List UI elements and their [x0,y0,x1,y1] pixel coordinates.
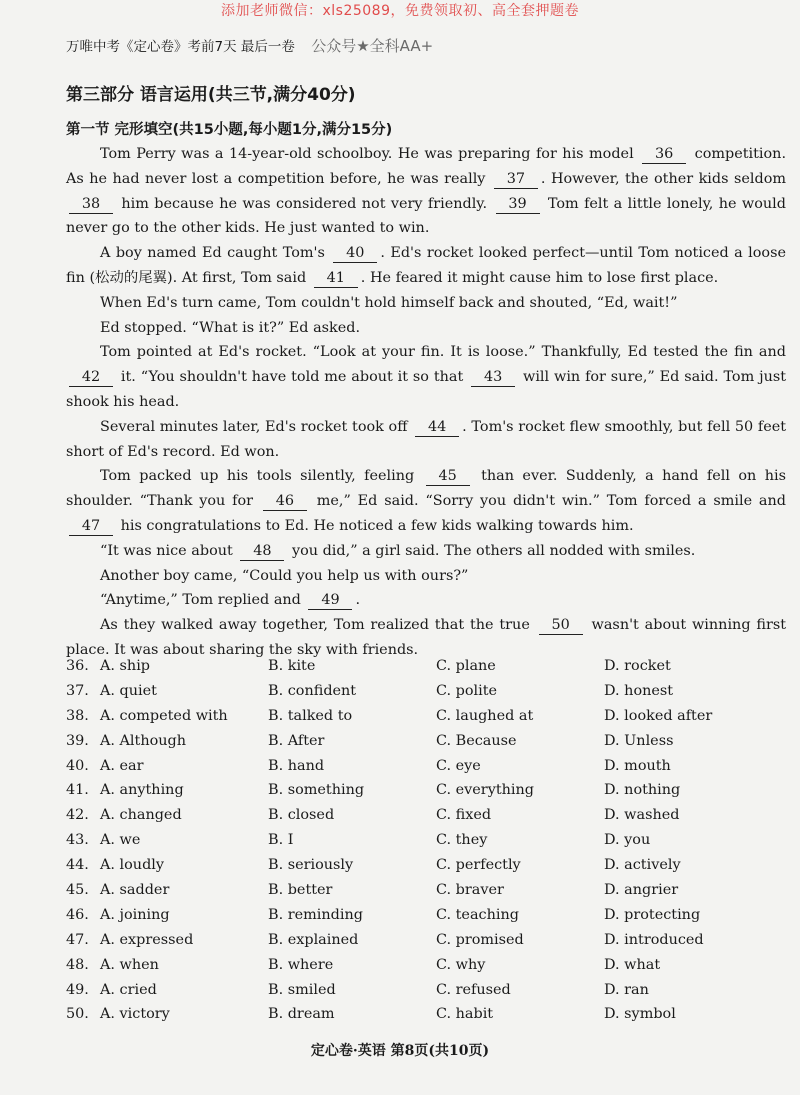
option-b: B. explained [268,931,359,948]
cloze-passage [66,142,786,663]
paragraph-7: Tom packed up his tools silently, feeling 45 than ever. Suddenly, a hand fell on his shoulder. “Thank you for 46 me,” Ed said. “Sorry you didn't win.” Tom forced a smile and 47 his congratulations to Ed. He noticed a few kids walking towards him. [66,468,787,534]
question-number: 40. [66,757,89,774]
option-d: D. nothing [604,782,681,799]
question-number: 46. [66,906,89,923]
option-d: D. honest [604,682,674,699]
option-c: C. Because [436,732,517,749]
question-number: 50. [66,1006,89,1023]
option-d: D. Unless [604,732,674,749]
subsection-title: 第一节 完形填空(共15小题,每小题1分,满分15分) [66,122,393,138]
option-d: D. rocket [604,658,671,674]
blank-37: 37 [494,170,538,189]
blank-50: 50 [539,616,583,635]
option-row [66,907,786,932]
option-row [66,832,786,857]
option-a: A. changed [100,807,182,824]
option-a: A. expressed [100,931,194,948]
question-number: 48. [66,956,89,973]
option-b: B. I [268,832,294,849]
header-title: 万唯中考《定心卷》考前7天 最后一卷 [66,39,295,55]
option-b: B. talked to [268,707,353,724]
paragraph-8: “It was nice about 48 you did,” a girl said. The others all nodded with smiles. [100,542,696,559]
option-row [66,882,786,907]
blank-39: 39 [496,195,540,214]
section-title: 第三部分 语言运用(共三节,满分40分) [66,85,356,105]
option-b: B. After [268,732,325,749]
blank-40: 40 [333,244,377,263]
blank-44: 44 [415,418,459,437]
option-d: D. ran [604,981,649,998]
blank-48: 48 [240,542,284,561]
option-c: C. why [436,956,486,973]
option-row [66,733,786,758]
option-a: A. victory [100,1006,170,1023]
option-a: A. anything [100,782,184,799]
option-c: C. everything [436,782,534,799]
option-a: A. sadder [100,882,170,899]
option-b: B. smiled [268,981,336,998]
option-b: B. reminding [268,906,363,923]
option-d: D. angrier [604,882,679,899]
question-number: 38. [66,707,89,724]
paragraph-10: “Anytime,” Tom replied and 49 . [100,592,361,609]
option-b: B. better [268,882,333,899]
option-c: C. teaching [436,906,519,923]
option-row [66,957,786,982]
question-number: 45. [66,882,89,899]
option-d: D. protecting [604,906,701,923]
blank-43: 43 [471,368,515,387]
option-d: D. introduced [604,931,704,948]
option-b: B. something [268,782,365,799]
question-number: 42. [66,807,89,824]
question-number: 43. [66,832,89,849]
option-c: C. laughed at [436,707,534,724]
option-c: C. refused [436,981,511,998]
blank-41: 41 [314,269,358,288]
option-d: D. what [604,956,661,973]
blank-46: 46 [263,492,307,511]
option-c: C. polite [436,682,498,699]
paragraph-3: When Ed's turn came, Tom couldn't hold himself back and shouted, “Ed, wait!” [100,294,678,311]
option-c: C. plane [436,658,496,674]
option-c: C. they [436,832,488,849]
page-footer: 定心卷·英语 第8页(共10页) [310,1043,490,1059]
option-b: B. confident [268,682,357,699]
option-a: A. ship [100,658,151,674]
option-row [66,708,786,733]
paragraph-2: A boy named Ed caught Tom's 40 . Ed's rocket looked perfect—until Tom noticed a loose fin (松动的尾翼). At first, Tom said 41 . He feared it might cause him to lose first place. [66,245,787,286]
option-d: D. mouth [604,757,671,774]
option-d: D. actively [604,857,681,874]
blank-42: 42 [69,368,113,387]
option-b: B. where [268,956,334,973]
blank-49: 49 [308,591,352,610]
option-c: C. eye [436,757,481,774]
watermark-banner: 添加老师微信：xls25089，免费领取初、高全套押题卷 [220,3,579,19]
option-a: A. loudly [100,857,165,874]
question-number: 49. [66,981,89,998]
option-b: B. kite [268,658,316,674]
page-header [66,35,433,56]
paragraph-9: Another boy came, “Could you help us with ours?” [100,567,469,584]
blank-45: 45 [426,467,470,486]
option-row [66,982,786,1007]
option-a: A. competed with [100,707,228,724]
blank-36: 36 [642,145,686,164]
question-number: 36. [66,658,89,674]
option-d: D. symbol [604,1006,676,1023]
option-row [66,1006,786,1031]
question-number: 39. [66,732,89,749]
option-b: B. seriously [268,857,354,874]
option-row [66,683,786,708]
option-c: C. promised [436,931,524,948]
option-b: B. hand [268,757,325,774]
answer-options [66,658,786,1031]
option-a: A. joining [100,906,170,923]
option-c: C. habit [436,1006,494,1023]
option-b: B. dream [268,1006,335,1023]
option-c: C. perfectly [436,857,521,874]
paragraph-11: As they walked away together, Tom realized that the true 50 wasn't about winning first place. It was about sharing the sky with friends. [66,617,787,658]
option-a: A. cried [100,981,157,998]
option-d: D. looked after [604,707,713,724]
blank-38: 38 [69,195,113,214]
option-a: A. ear [100,757,144,774]
option-row [66,782,786,807]
option-b: B. closed [268,807,335,824]
question-number: 47. [66,931,89,948]
paragraph-6: Several minutes later, Ed's rocket took off 44 . Tom's rocket flew smoothly, but fell 50 feet short of Ed's record. Ed won. [66,418,787,460]
option-row [66,807,786,832]
paragraph-1: Tom Perry was a 14-year-old schoolboy. He was preparing for his model 36 competition. As he had never lost a competition before, he was really 37 . However, the other kids seldom 38 him because he was considered not very friendly. 39 Tom felt a little lonely, he would never go to the other kids. He just wanted to win. [66,146,787,237]
option-row [66,658,786,683]
question-number: 44. [66,857,89,874]
paragraph-5: Tom pointed at Ed's rocket. “Look at your fin. It is loose.” Thankfully, Ed tested the fin and 42 it. “You shouldn't have told me about it so that 43 will win for sure,” Ed said. Tom just shook his head. [66,344,787,410]
question-number: 41. [66,782,89,799]
paragraph-4: Ed stopped. “What is it?” Ed asked. [100,319,361,336]
option-a: A. quiet [100,682,157,699]
blank-47: 47 [69,517,113,536]
option-d: D. you [604,832,651,849]
question-number: 37. [66,682,89,699]
option-a: A. Although [100,732,186,749]
option-row [66,857,786,882]
option-row [66,932,786,957]
option-a: A. when [100,956,159,973]
option-row [66,758,786,783]
option-a: A. we [100,832,141,849]
header-mark: 公众号★全科AA+ [311,37,434,55]
option-c: C. fixed [436,807,492,824]
option-c: C. braver [436,882,504,899]
option-d: D. washed [604,807,680,824]
